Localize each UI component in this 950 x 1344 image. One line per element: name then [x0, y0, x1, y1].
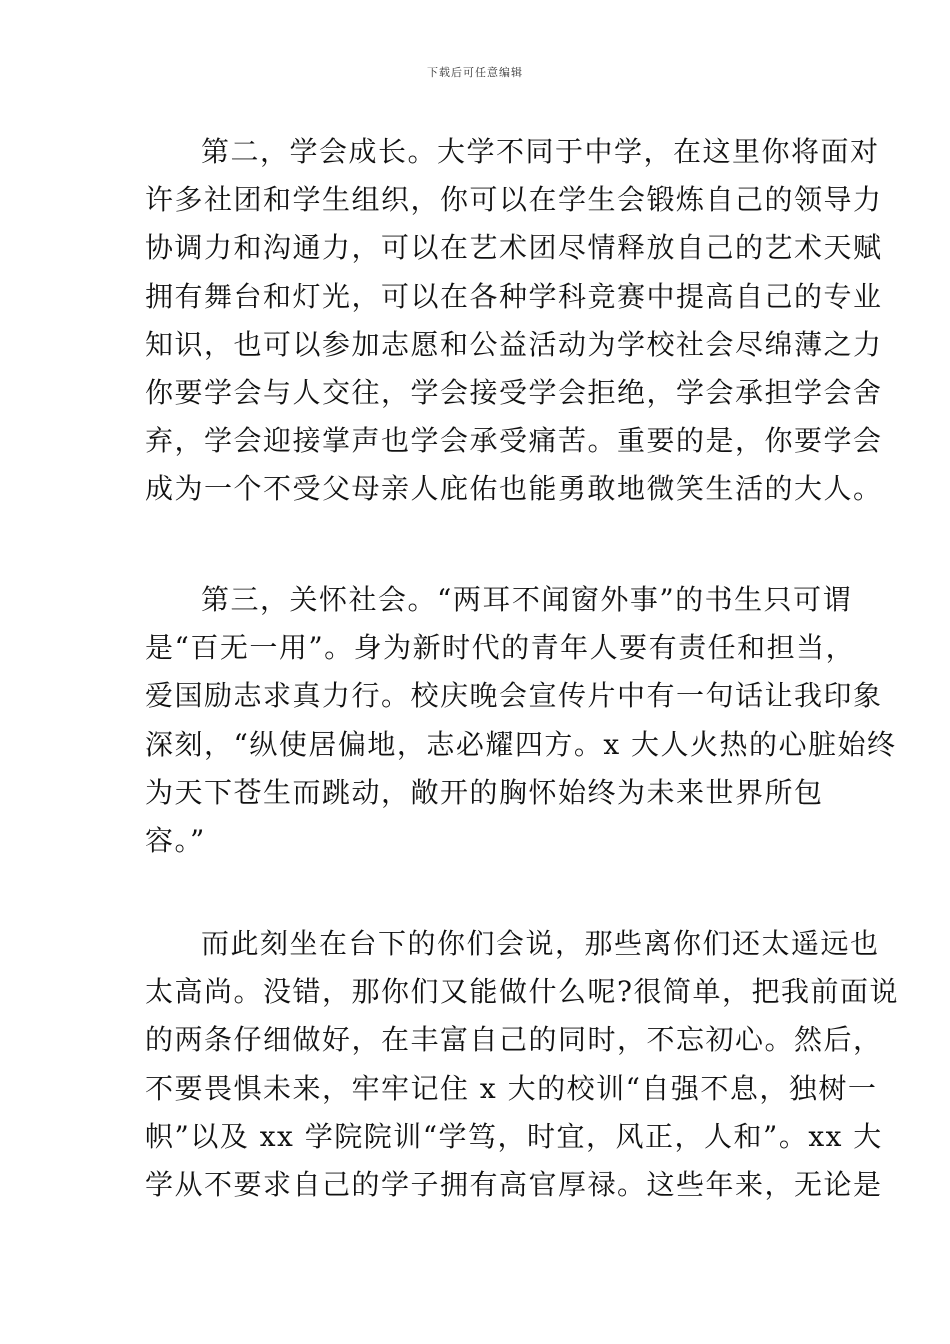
- paragraph-line: 弃，学会迎接掌声也学会承受痛苦。重要的是，你要学会: [145, 424, 883, 458]
- paragraph-society: [145, 576, 897, 865]
- paragraph-line: 太高尚。没错，那你们又能做什么呢?很简单，把我前面说: [145, 975, 900, 1009]
- paragraph-line: 学从不要求自己的学子拥有高官厚禄。这些年来，无论是: [145, 1167, 883, 1201]
- paragraph-line: 帜”以及 xx 学院院训“学笃，时宜，风正，人和”。xx 大: [145, 1119, 883, 1153]
- paragraph-growth: [145, 128, 883, 514]
- paragraph-line: 容。”: [145, 823, 206, 857]
- paragraph-line: 而此刻坐在台下的你们会说，那些离你们还太遥远也: [201, 927, 880, 960]
- paragraph-line: 深刻，“纵使居偏地，志必耀四方。x 大人火热的心脏始终: [145, 727, 897, 761]
- paragraph-line: 你要学会与人交往，学会接受学会拒绝，学会承担学会舍: [145, 375, 883, 409]
- paragraph-line: 爱国励志求真力行。校庆晚会宣传片中有一句话让我印象: [145, 679, 883, 713]
- paragraph-line: 成为一个不受父母亲人庇佑也能勇敢地微笑生活的大人。: [145, 472, 883, 506]
- paragraph-line: 许多社团和学生组织，你可以在学生会锻炼自己的领导力: [145, 183, 883, 217]
- paragraph-line: 第三，关怀社会。“两耳不闻窗外事”的书生只可谓: [201, 583, 853, 616]
- paragraph-line: 为天下苍生而跳动，敞开的胸怀始终为未来世界所包: [145, 775, 824, 809]
- paragraph-conclusion: [145, 920, 900, 1209]
- paragraph-line: 第二，学会成长。大学不同于中学，在这里你将面对: [201, 135, 880, 168]
- paragraph-line: 不要畏惧未来，牢牢记住 x 大的校训“自强不息，独树一: [145, 1071, 878, 1105]
- paragraph-line: 拥有舞台和灯光，可以在各种学科竞赛中提高自己的专业: [145, 279, 883, 313]
- header-note: 下载后可任意编辑: [427, 66, 523, 79]
- paragraph-line: 协调力和沟通力，可以在艺术团尽情释放自己的艺术天赋: [145, 231, 883, 265]
- paragraph-line: 的两条仔细做好，在丰富自己的同时，不忘初心。然后，: [145, 1023, 883, 1057]
- paragraph-line: 知识，也可以参加志愿和公益活动为学校社会尽绵薄之力: [145, 327, 883, 361]
- paragraph-line: 是“百无一用”。身为新时代的青年人要有责任和担当，: [145, 631, 856, 665]
